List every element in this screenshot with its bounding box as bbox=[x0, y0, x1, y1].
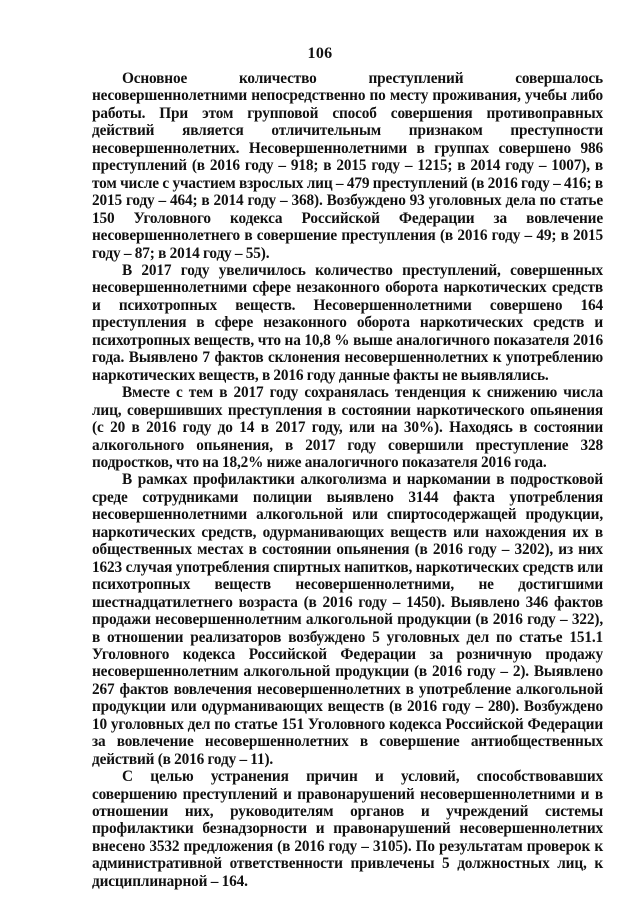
page-number: 106 bbox=[307, 45, 333, 62]
paragraph-alcohol-prevention: В рамках профилактики алкоголизма и наркомании в подростковой среде сотрудниками полиции выявлено 3144 факта употребления несовершеннолетними алкогольной или спиртосодержащей продукции, наркотических средств, одурманивающих веществ или нахождения их в общественных местах в состоянии опьянения (в 2016 году – 3202), из них 1623 случая употребления спиртных напитков, наркотических средств или психотропных веществ несовершеннолетними, не достигшими шестнадцатилетнего возраста (в 2016 году – 1450). Выявлено 346 фактов продажи несовершеннолетним алкогольной продукции (в 2016 году – 322), в отношении реализаторов возбуждено 5 уголовных дел по статье 151.1 Уголовного кодекса Российской Федерации за розничную продажу несовершеннолетним алкогольной продукции (в 2016 году – 2). Выявлено 267 фактов вовлечения несовершеннолетних в употребление алкогольной продукции или одурманивающих веществ (в 2016 году – 280). Возбуждено 10 уголовных дел по статье 151 Уголовного кодекса Российской Федерации за вовлечение несовершеннолетних в совершение антиобщественных действий (в 2016 году – 11). bbox=[92, 471, 603, 768]
paragraph-drug-crime: В 2017 году увеличилось количество преступлений, совершенных несовершеннолетними сфере незаконного оборота наркотических средств и психотропных веществ. Несовершеннолетними совершено 164 преступления в сфере незаконного оборота наркотических средств и психотропных веществ, что на 10,8 % выше аналогичного показателя 2016 года. Выявлено 7 фактов склонения несовершеннолетних к употреблению наркотических веществ, в 2016 году данные факты не выявлялись. bbox=[92, 261, 603, 384]
paragraph-group-crime: Основное количество преступлений совершалось несовершеннолетними непосредственно по месту проживания, учебы либо работы. При этом групповой способ совершения противоправных действий является отличительным признаком преступности несовершеннолетних. Несовершеннолетними в группах совершено 986 преступлений (в 2016 году – 918; в 2015 году – 1215; в 2014 году – 1007), в том числе с участием взрослых лиц – 479 преступлений (в 2016 году – 416; в 2015 году – 464; в 2014 году – 368). Возбуждено 93 уголовных дела по статье 150 Уголовного кодекса Российской Федерации за вовлечение несовершеннолетнего в совершение преступления (в 2016 году – 49; в 2015 году – 87; в 2014 году – 55). bbox=[92, 70, 603, 262]
paragraph-intoxication: Вместе с тем в 2017 году сохранялась тенденция к снижению числа лиц, совершивших преступления в состоянии наркотического опьянения (с 20 в 2016 году до 14 в 2017 году, или на 30%). Находясь в состоянии алкогольного опьянения, в 2017 году совершили преступление 328 подростков, что на 18,2% ниже аналогичного показателя 2016 года. bbox=[92, 384, 603, 471]
body-text bbox=[92, 70, 603, 890]
paragraph-prevention-measures: С целью устранения причин и условий, способствовавших совершению преступлений и правонарушений несовершеннолетними и в отношении них, руководителям органов и учреждений системы профилактики безнадзорности и правонарушений несовершеннолетних внесено 3532 предложения (в 2016 году – 3105). По результатам проверок к административной ответственности привлечены 5 должностных лиц, к дисциплинарной – 164. bbox=[92, 768, 603, 890]
